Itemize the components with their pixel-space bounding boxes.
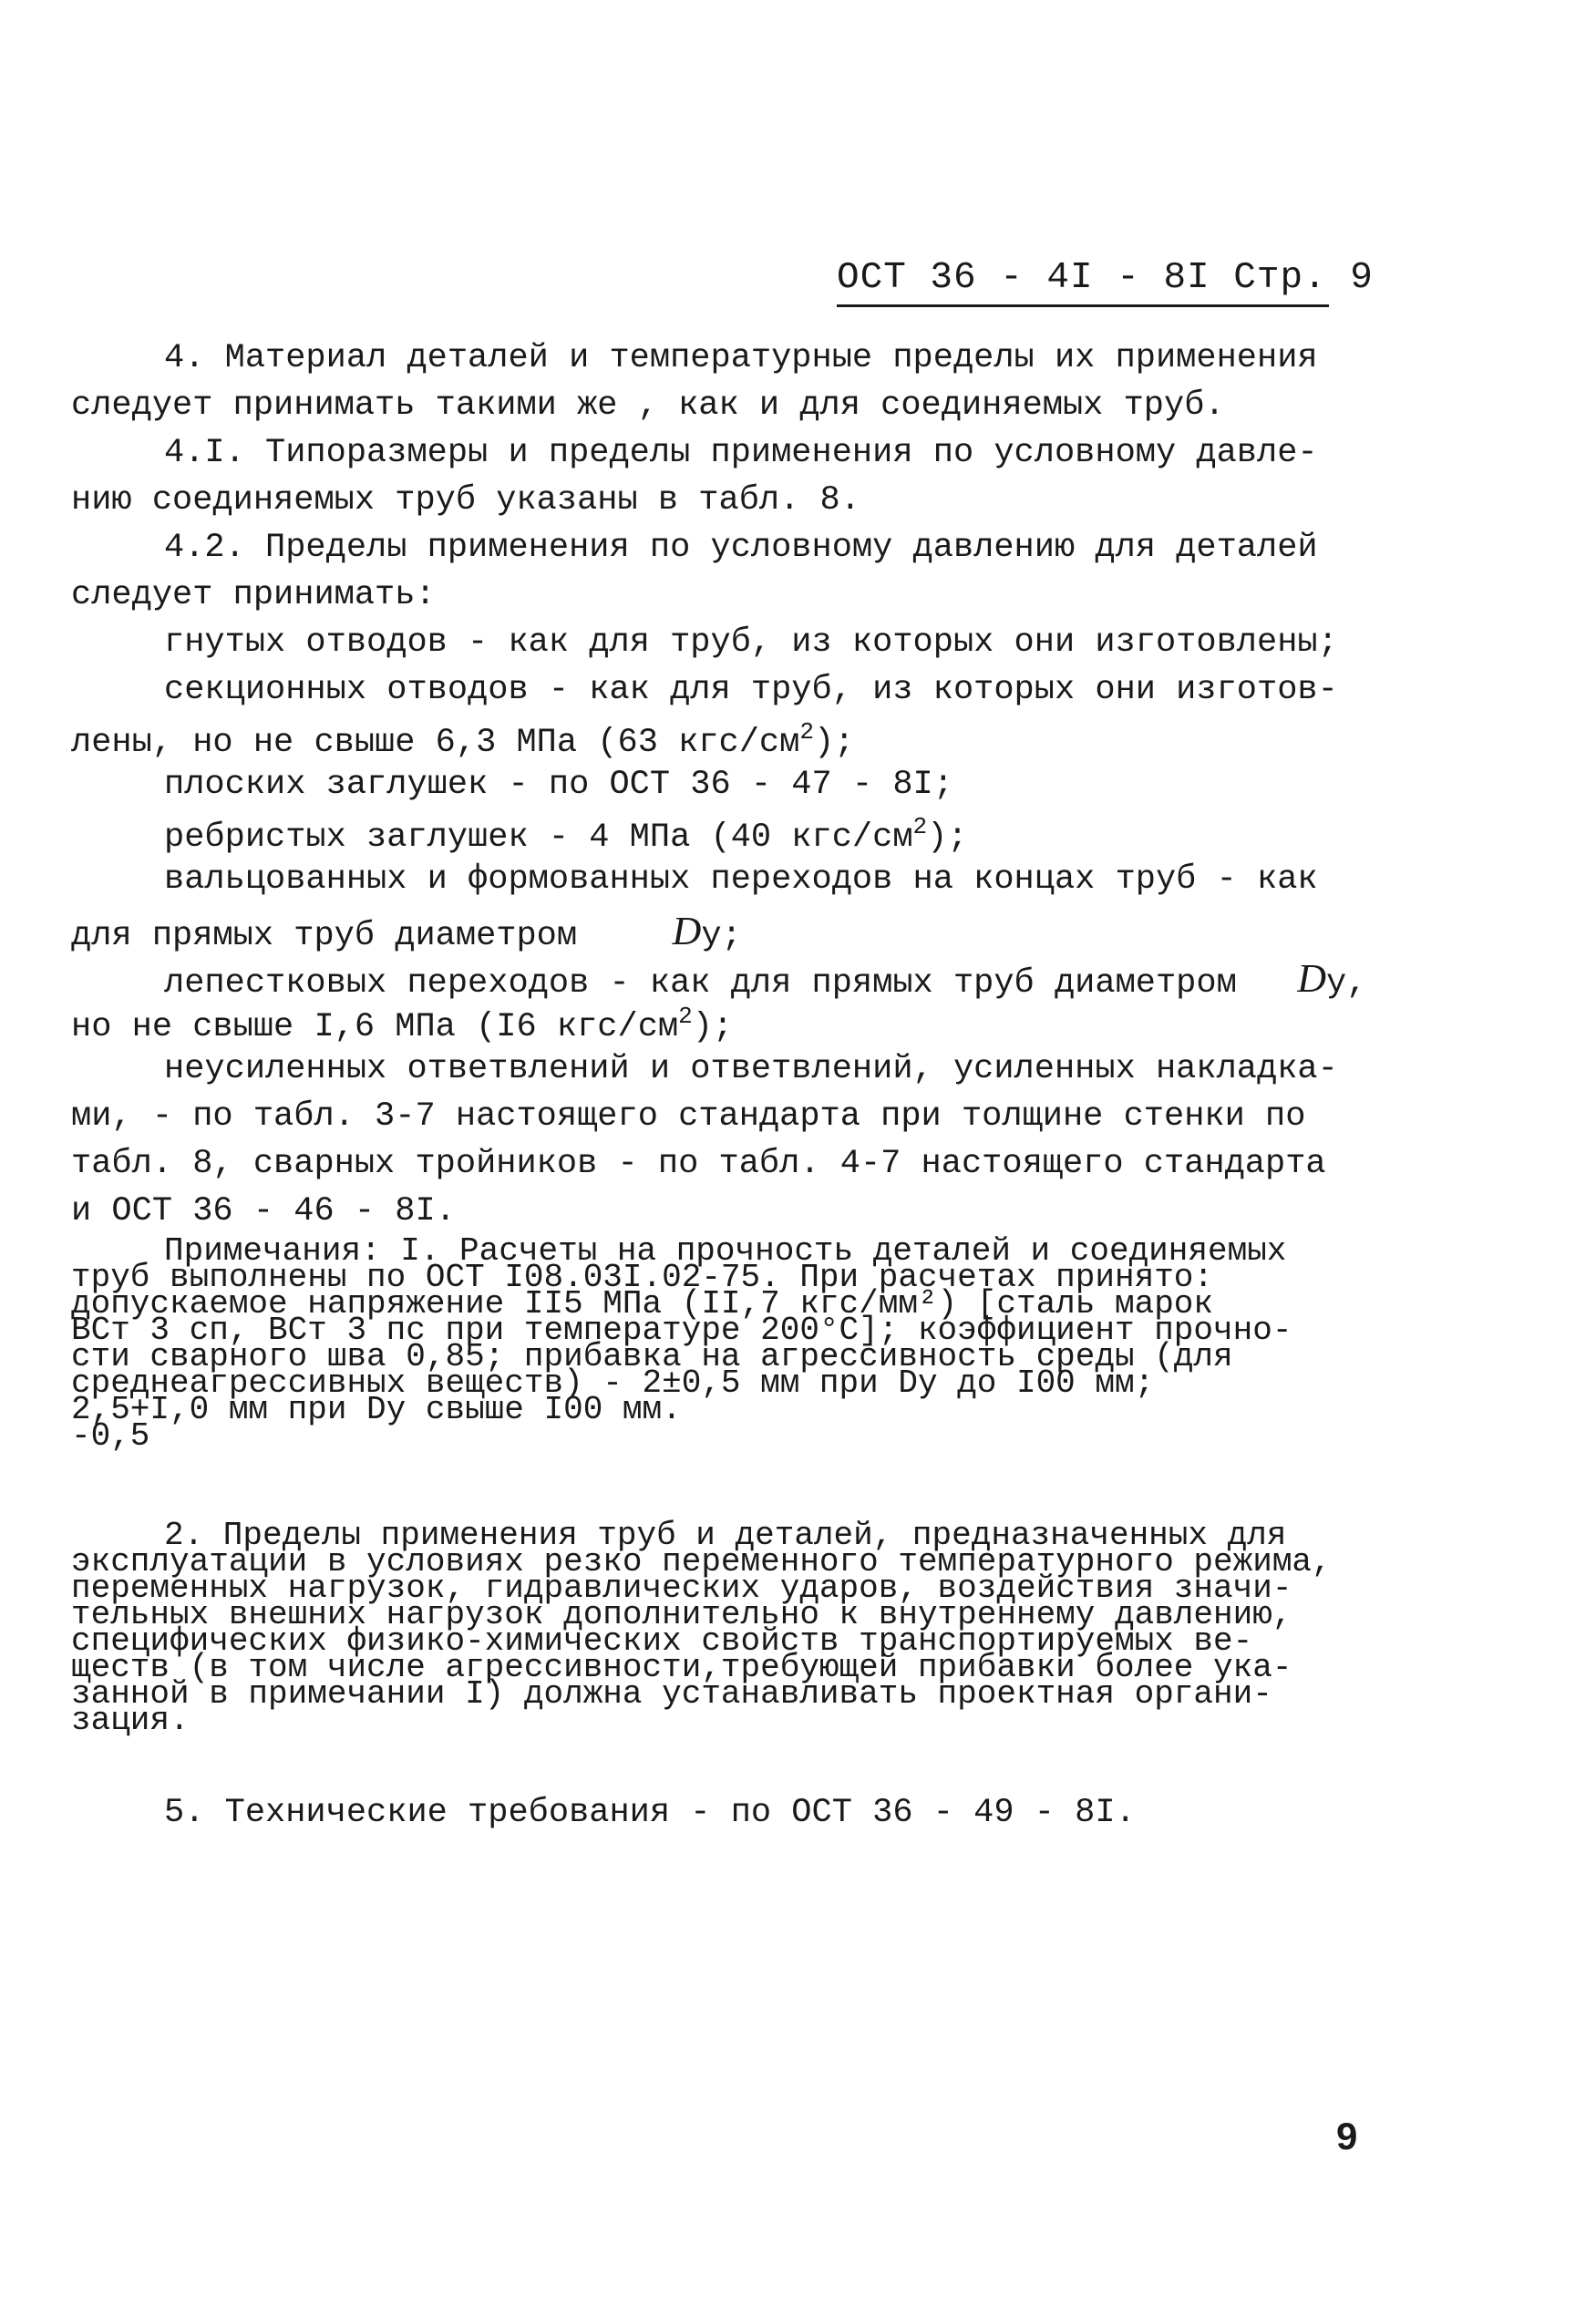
text: ); — [927, 818, 968, 857]
text: ); — [692, 1008, 734, 1046]
item-branches-line-3: табл. 8, сварных тройников - по табл. 4-7 настоящего стандарта — [71, 1145, 1326, 1183]
superscript: 2 — [678, 1003, 693, 1030]
superscript: 2 — [912, 813, 928, 840]
note-2-line-7: занной в примечании I) должна устанавливать проектная органи- — [71, 1675, 1272, 1713]
note-1-line-2: труб выполнены по ОСТ I08.03I.02-75. При расчетах принято: — [71, 1259, 1214, 1296]
note-1-line-5: сти сварного шва 0,85; прибавка на агрессивность среды (для — [71, 1338, 1233, 1375]
page-header: ОСТ 36 - 4I - 8I Стр. 9 — [837, 257, 1329, 307]
dy-symbol: D — [1297, 956, 1327, 1001]
item-ribbed-plugs — [164, 813, 968, 857]
note-1-line-6: среднеагрессивных веществ) - 2±0,5 мм при Dу до I00 мм; — [71, 1364, 1155, 1402]
text: для прямых труб диаметром — [71, 917, 578, 955]
notes-2 — [71, 1517, 1332, 1739]
notes-1 — [71, 1232, 1292, 1455]
text: у; — [701, 917, 742, 955]
item-sectional-elbows-line-2 — [71, 718, 854, 762]
item-branches-line-1: неусиленных ответвлений и ответвлений, усиленных накладка- — [164, 1050, 1338, 1088]
note-2-line-6: ществ (в том числе агрессивности,требующей прибавки более ука- — [71, 1649, 1292, 1686]
item-rolled-transitions-line-1: вальцованных и формованных переходов на концах труб - как — [164, 860, 1318, 899]
text: ребристых заглушек - 4 МПа (40 кгс/см — [164, 818, 913, 857]
note-1-line-4: ВСт 3 сп, ВСт 3 пс при температуре 200°С]; коэффициент прочно- — [71, 1312, 1292, 1349]
item-bent-elbows: гнутых отводов - как для труб, из которых они изготовлены; — [164, 623, 1338, 662]
dy-symbol: D — [672, 909, 702, 953]
item-petal-transitions-line-2 — [71, 1003, 733, 1046]
note-2-line-1: 2. Пределы применения труб и деталей, предназначенных для — [164, 1517, 1287, 1554]
note-1-line-3: допускаемое напряжение II5 МПа (II,7 кгс/мм²) [сталь марок — [71, 1285, 1214, 1323]
note-2-line-2: эксплуатации в условиях резко переменного температурного режима, — [71, 1543, 1332, 1580]
note-2-line-3: переменных нагрузок, гидравлических ударов, воздействия значи- — [71, 1570, 1292, 1607]
note-1-line-1: Примечания: I. Расчеты на прочность деталей и соединяемых — [164, 1232, 1287, 1270]
note-1-line-8: -0,5 — [71, 1417, 150, 1455]
note-2-line-4: тельных внешних нагрузок дополнительно к внутреннему давлению, — [71, 1596, 1292, 1633]
note-2-line-5: специфических физико-химических свойств транспортируемых ве- — [71, 1622, 1253, 1660]
para-4-line-1: 4. Материал деталей и температурные пределы их применения — [164, 339, 1318, 377]
note-1-line-7: 2,5+I,0 мм при Dу свыше I00 мм. — [71, 1391, 682, 1428]
para-5: 5. Технические требования - по ОСТ 36 - 49 - 8I. — [164, 1794, 1136, 1832]
page-number: 9 — [1336, 2115, 1358, 2157]
item-rolled-transitions-line-2 — [71, 908, 742, 955]
note-2-line-8: зация. — [71, 1702, 190, 1739]
para-4-2-line-1: 4.2. Пределы применения по условному давлению для деталей — [164, 529, 1318, 567]
text: но не свыше I,6 МПа (I6 кгс/см — [71, 1008, 679, 1046]
superscript: 2 — [799, 718, 814, 746]
item-branches-line-2: ми, - по табл. 3-7 настоящего стандарта при толщине стенки по — [71, 1097, 1306, 1136]
item-flat-plugs: плоских заглушек - по ОСТ 36 - 47 - 8I; — [164, 766, 953, 804]
text: лепестковых переходов - как для прямых труб диаметром — [164, 964, 1237, 1003]
text: ); — [813, 724, 855, 762]
para-4-line-2: следует принимать такими же , как и для соединяемых труб. — [71, 386, 1225, 425]
para-4-1-line-1: 4.I. Типоразмеры и пределы применения по условному давле- — [164, 434, 1318, 472]
text: лены, но не свыше 6,3 МПа (63 кгс/см — [71, 724, 800, 762]
item-branches-line-4: и ОСТ 36 - 46 - 8I. — [71, 1192, 456, 1230]
item-petal-transitions-line-1 — [164, 955, 1366, 1003]
para-4-1-line-2: нию соединяемых труб указаны в табл. 8. — [71, 481, 860, 520]
item-sectional-elbows-line-1: секционных отводов - как для труб, из которых они изготов- — [164, 671, 1338, 709]
text: у, — [1326, 964, 1367, 1003]
para-4-2-line-2: следует принимать: — [71, 576, 436, 614]
